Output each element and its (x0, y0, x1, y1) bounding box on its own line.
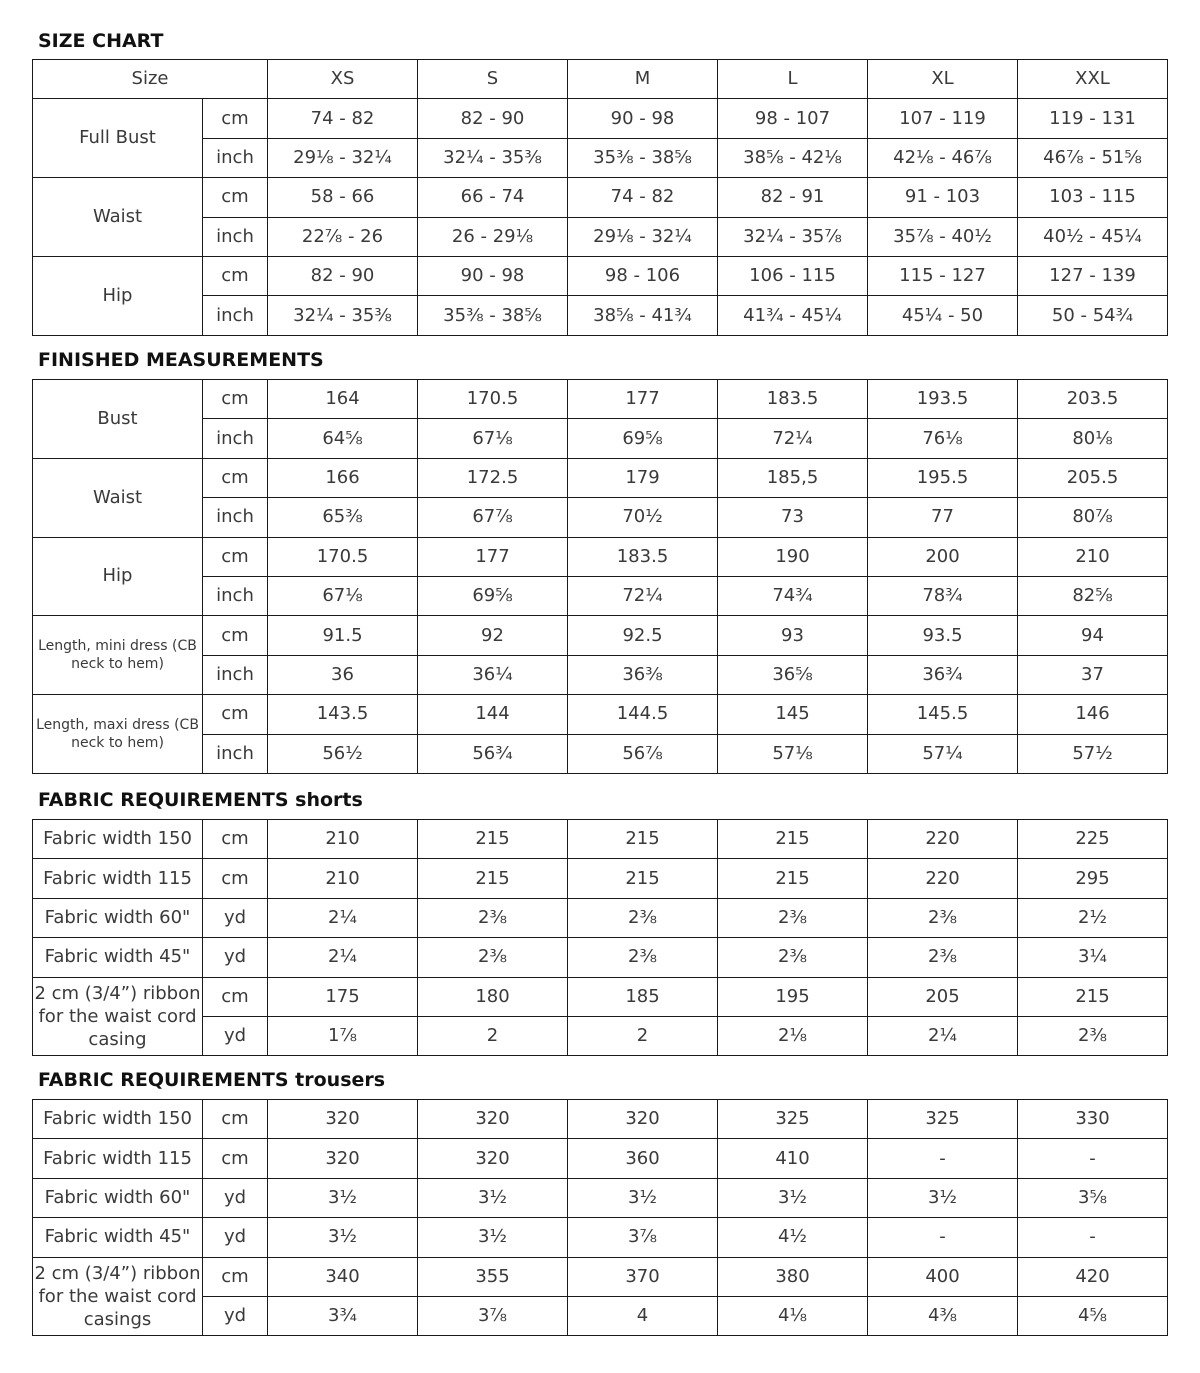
size-header-xl: XL (868, 60, 1018, 99)
value-cell: 35⅞ - 40½ (868, 217, 1018, 256)
value-cell: 4⅜ (868, 1296, 1018, 1335)
row-label: Fabric width 150 (33, 1100, 203, 1139)
value-cell: 4⅛ (718, 1296, 868, 1335)
value-cell: 400 (868, 1257, 1018, 1296)
value-cell: 98 - 106 (568, 256, 718, 295)
unit-cell: cm (203, 1257, 268, 1296)
unit-cell: yd (203, 1296, 268, 1335)
value-cell: 67⅛ (418, 419, 568, 458)
table-row (33, 1296, 1168, 1335)
value-cell: 42⅛ - 46⅞ (868, 138, 1018, 177)
value-cell: 58 - 66 (268, 178, 418, 217)
value-cell: 320 (268, 1139, 418, 1178)
value-cell: 119 - 131 (1018, 99, 1168, 138)
value-cell: 82 - 90 (268, 256, 418, 295)
value-cell: 144 (418, 695, 568, 734)
value-cell: 420 (1018, 1257, 1168, 1296)
table-row (33, 1139, 1168, 1178)
row-label-hip: Hip (33, 256, 203, 335)
value-cell: 325 (718, 1100, 868, 1139)
value-cell: 2⅜ (418, 898, 568, 937)
value-cell: 2⅜ (1018, 1016, 1168, 1055)
value-cell: 180 (418, 977, 568, 1016)
table-row (33, 537, 1168, 576)
value-cell: 2 (568, 1016, 718, 1055)
unit-cell: cm (203, 616, 268, 655)
unit-cell: inch (203, 296, 268, 335)
size-header-row (33, 60, 1168, 99)
value-cell: 320 (418, 1100, 568, 1139)
table-row (33, 498, 1168, 537)
table-row (33, 178, 1168, 217)
unit-cell: cm (203, 859, 268, 898)
value-cell: 179 (568, 458, 718, 497)
fabric-shorts-title-main: FABRIC REQUIREMENTS (38, 789, 289, 811)
value-cell: 94 (1018, 616, 1168, 655)
value-cell: 22⅞ - 26 (268, 217, 418, 256)
unit-cell: cm (203, 380, 268, 419)
value-cell: 355 (418, 1257, 568, 1296)
value-cell: 183.5 (568, 537, 718, 576)
table-row (33, 99, 1168, 138)
value-cell: 3½ (418, 1218, 568, 1257)
value-cell: 146 (1018, 695, 1168, 734)
finished-measurements-title: FINISHED MEASUREMENTS (38, 349, 324, 371)
table-row (33, 898, 1168, 937)
row-label: Fabric width 115 (33, 859, 203, 898)
value-cell: 220 (868, 820, 1018, 859)
value-cell: 3½ (718, 1178, 868, 1217)
row-label: Fabric width 115 (33, 1139, 203, 1178)
value-cell: 144.5 (568, 695, 718, 734)
row-label-length-maxi: Length, maxi dress (CB neck to hem) (33, 695, 203, 774)
row-label: Fabric width 60" (33, 898, 203, 937)
value-cell: 57½ (1018, 734, 1168, 773)
table-row (33, 1016, 1168, 1055)
value-cell: 2⅜ (718, 898, 868, 937)
value-cell: 1⅞ (268, 1016, 418, 1055)
value-cell: - (1018, 1218, 1168, 1257)
fabric-trousers-title-main: FABRIC REQUIREMENTS (38, 1069, 289, 1091)
row-label-waist: Waist (33, 458, 203, 537)
row-label: Fabric width 60" (33, 1178, 203, 1217)
unit-cell: yd (203, 1218, 268, 1257)
fabric-shorts-title (38, 787, 363, 813)
value-cell: 36⅝ (718, 655, 868, 694)
fabric-trousers-title (38, 1067, 385, 1093)
value-cell: 35⅜ - 38⅝ (418, 296, 568, 335)
value-cell: 295 (1018, 859, 1168, 898)
value-cell: 410 (718, 1139, 868, 1178)
value-cell: 3¼ (1018, 938, 1168, 977)
table-row (33, 296, 1168, 335)
value-cell: 210 (1018, 537, 1168, 576)
value-cell: 38⅝ - 41¾ (568, 296, 718, 335)
value-cell: 3¾ (268, 1296, 418, 1335)
value-cell: 203.5 (1018, 380, 1168, 419)
table-row (33, 1100, 1168, 1139)
value-cell: 320 (268, 1100, 418, 1139)
value-cell: 80⅛ (1018, 419, 1168, 458)
value-cell: 78¾ (868, 576, 1018, 615)
unit-cell: yd (203, 898, 268, 937)
value-cell: 38⅝ - 42⅛ (718, 138, 868, 177)
unit-cell: cm (203, 1100, 268, 1139)
value-cell: 36 (268, 655, 418, 694)
value-cell: 77 (868, 498, 1018, 537)
value-cell: 320 (418, 1139, 568, 1178)
value-cell: - (868, 1139, 1018, 1178)
value-cell: 91.5 (268, 616, 418, 655)
value-cell: 145 (718, 695, 868, 734)
fabric-shorts-table (32, 819, 1168, 1056)
unit-cell: yd (203, 1016, 268, 1055)
value-cell: 41¾ - 45¼ (718, 296, 868, 335)
unit-cell: inch (203, 576, 268, 615)
table-row (33, 938, 1168, 977)
value-cell: 82 - 91 (718, 178, 868, 217)
unit-cell: yd (203, 1178, 268, 1217)
value-cell: 2⅜ (868, 938, 1018, 977)
unit-cell: cm (203, 820, 268, 859)
value-cell: 183.5 (718, 380, 868, 419)
value-cell: 92.5 (568, 616, 718, 655)
value-cell: 215 (568, 820, 718, 859)
size-chart-table (32, 59, 1168, 336)
value-cell: 45¼ - 50 (868, 296, 1018, 335)
value-cell: 2⅜ (868, 898, 1018, 937)
value-cell: 330 (1018, 1100, 1168, 1139)
value-cell: 57⅛ (718, 734, 868, 773)
row-label: Fabric width 45" (33, 1218, 203, 1257)
value-cell: 3½ (268, 1218, 418, 1257)
value-cell: 65⅜ (268, 498, 418, 537)
value-cell: 215 (718, 820, 868, 859)
value-cell: - (868, 1218, 1018, 1257)
value-cell: 3⅞ (418, 1296, 568, 1335)
unit-cell: cm (203, 977, 268, 1016)
value-cell: 225 (1018, 820, 1168, 859)
value-cell: 26 - 29⅛ (418, 217, 568, 256)
table-row (33, 256, 1168, 295)
value-cell: 74 - 82 (268, 99, 418, 138)
value-cell: 29⅛ - 32¼ (268, 138, 418, 177)
value-cell: 205 (868, 977, 1018, 1016)
value-cell: 36¾ (868, 655, 1018, 694)
row-label-ribbon: 2 cm (3/4”) ribbon for the waist cord casings (33, 1257, 203, 1336)
table-row (33, 458, 1168, 497)
value-cell: 4 (568, 1296, 718, 1335)
unit-cell: cm (203, 537, 268, 576)
value-cell: 164 (268, 380, 418, 419)
value-cell: 3½ (268, 1178, 418, 1217)
row-label: Fabric width 150 (33, 820, 203, 859)
value-cell: 29⅛ - 32¼ (568, 217, 718, 256)
row-label-hip: Hip (33, 537, 203, 616)
value-cell: 195.5 (868, 458, 1018, 497)
value-cell: 35⅜ - 38⅝ (568, 138, 718, 177)
value-cell: 115 - 127 (868, 256, 1018, 295)
value-cell: 50 - 54¾ (1018, 296, 1168, 335)
value-cell: 82⅝ (1018, 576, 1168, 615)
value-cell: 3⅞ (568, 1218, 718, 1257)
value-cell: 2 (418, 1016, 568, 1055)
value-cell: 127 - 139 (1018, 256, 1168, 295)
fabric-trousers-title-suffix: trousers (295, 1069, 386, 1091)
table-row (33, 734, 1168, 773)
value-cell: 193.5 (868, 380, 1018, 419)
fabric-shorts-title-suffix: shorts (295, 789, 363, 811)
value-cell: 200 (868, 537, 1018, 576)
row-label-waist: Waist (33, 178, 203, 257)
unit-cell: inch (203, 419, 268, 458)
value-cell: 70½ (568, 498, 718, 537)
size-header-xs: XS (268, 60, 418, 99)
value-cell: 56¾ (418, 734, 568, 773)
value-cell: 3½ (418, 1178, 568, 1217)
value-cell: 175 (268, 977, 418, 1016)
table-row (33, 859, 1168, 898)
table-row (33, 138, 1168, 177)
value-cell: 46⅞ - 51⅝ (1018, 138, 1168, 177)
value-cell: 2¼ (268, 898, 418, 937)
unit-cell: cm (203, 458, 268, 497)
value-cell: 205.5 (1018, 458, 1168, 497)
value-cell: 73 (718, 498, 868, 537)
table-row (33, 217, 1168, 256)
table-row (33, 695, 1168, 734)
value-cell: 2⅜ (418, 938, 568, 977)
value-cell: 380 (718, 1257, 868, 1296)
value-cell: 57¼ (868, 734, 1018, 773)
table-row (33, 380, 1168, 419)
row-label: Fabric width 45" (33, 938, 203, 977)
value-cell: 74 - 82 (568, 178, 718, 217)
unit-cell: inch (203, 217, 268, 256)
value-cell: 190 (718, 537, 868, 576)
value-cell: 69⅝ (568, 419, 718, 458)
value-cell: 107 - 119 (868, 99, 1018, 138)
value-cell: 4½ (718, 1218, 868, 1257)
table-row (33, 1218, 1168, 1257)
value-cell: 92 (418, 616, 568, 655)
size-header-label: Size (33, 60, 268, 99)
value-cell: 67⅞ (418, 498, 568, 537)
fabric-trousers-table (32, 1099, 1168, 1336)
value-cell: 370 (568, 1257, 718, 1296)
value-cell: 90 - 98 (418, 256, 568, 295)
value-cell: 93.5 (868, 616, 1018, 655)
value-cell: 2¼ (868, 1016, 1018, 1055)
value-cell: 98 - 107 (718, 99, 868, 138)
value-cell: 2⅛ (718, 1016, 868, 1055)
table-row (33, 1178, 1168, 1217)
value-cell: 80⅞ (1018, 498, 1168, 537)
value-cell: 3½ (868, 1178, 1018, 1217)
value-cell: 90 - 98 (568, 99, 718, 138)
table-row (33, 820, 1168, 859)
value-cell: 91 - 103 (868, 178, 1018, 217)
unit-cell: cm (203, 99, 268, 138)
value-cell: 3⅝ (1018, 1178, 1168, 1217)
value-cell: 2¼ (268, 938, 418, 977)
unit-cell: cm (203, 178, 268, 217)
value-cell: 36¼ (418, 655, 568, 694)
value-cell: 215 (1018, 977, 1168, 1016)
unit-cell: yd (203, 938, 268, 977)
size-header-m: M (568, 60, 718, 99)
value-cell: 2½ (1018, 898, 1168, 937)
value-cell: 166 (268, 458, 418, 497)
table-row (33, 977, 1168, 1016)
value-cell: 36⅜ (568, 655, 718, 694)
value-cell: 177 (568, 380, 718, 419)
unit-cell: cm (203, 695, 268, 734)
size-header-l: L (718, 60, 868, 99)
unit-cell: cm (203, 1139, 268, 1178)
value-cell: 93 (718, 616, 868, 655)
row-label-full-bust: Full Bust (33, 99, 203, 178)
value-cell: 320 (568, 1100, 718, 1139)
value-cell: 143.5 (268, 695, 418, 734)
table-row (33, 576, 1168, 615)
value-cell: 215 (418, 820, 568, 859)
unit-cell: inch (203, 138, 268, 177)
value-cell: 82 - 90 (418, 99, 568, 138)
size-chart-title: SIZE CHART (38, 30, 164, 52)
value-cell: 2⅜ (718, 938, 868, 977)
value-cell: 69⅝ (418, 576, 568, 615)
value-cell: - (1018, 1139, 1168, 1178)
value-cell: 185,5 (718, 458, 868, 497)
row-label-length-mini: Length, mini dress (CB neck to hem) (33, 616, 203, 695)
value-cell: 2⅜ (568, 938, 718, 977)
value-cell: 106 - 115 (718, 256, 868, 295)
value-cell: 32¼ - 35⅞ (718, 217, 868, 256)
value-cell: 67⅛ (268, 576, 418, 615)
value-cell: 340 (268, 1257, 418, 1296)
value-cell: 177 (418, 537, 568, 576)
value-cell: 40½ - 45¼ (1018, 217, 1168, 256)
value-cell: 360 (568, 1139, 718, 1178)
size-header-s: S (418, 60, 568, 99)
value-cell: 145.5 (868, 695, 1018, 734)
value-cell: 2⅜ (568, 898, 718, 937)
value-cell: 56½ (268, 734, 418, 773)
value-cell: 103 - 115 (1018, 178, 1168, 217)
value-cell: 325 (868, 1100, 1018, 1139)
table-row (33, 419, 1168, 458)
value-cell: 64⅝ (268, 419, 418, 458)
value-cell: 32¼ - 35⅜ (418, 138, 568, 177)
value-cell: 66 - 74 (418, 178, 568, 217)
table-row (33, 655, 1168, 694)
unit-cell: cm (203, 256, 268, 295)
value-cell: 3½ (568, 1178, 718, 1217)
table-row (33, 1257, 1168, 1296)
row-label-ribbon: 2 cm (3/4”) ribbon for the waist cord casing (33, 977, 203, 1056)
table-row (33, 616, 1168, 655)
value-cell: 195 (718, 977, 868, 1016)
value-cell: 210 (268, 859, 418, 898)
value-cell: 220 (868, 859, 1018, 898)
value-cell: 170.5 (268, 537, 418, 576)
value-cell: 215 (418, 859, 568, 898)
value-cell: 172.5 (418, 458, 568, 497)
value-cell: 4⅝ (1018, 1296, 1168, 1335)
value-cell: 215 (718, 859, 868, 898)
unit-cell: inch (203, 655, 268, 694)
value-cell: 170.5 (418, 380, 568, 419)
value-cell: 185 (568, 977, 718, 1016)
value-cell: 56⅞ (568, 734, 718, 773)
finished-measurements-table (32, 379, 1168, 774)
unit-cell: inch (203, 498, 268, 537)
value-cell: 32¼ - 35⅜ (268, 296, 418, 335)
size-header-xxl: XXL (1018, 60, 1168, 99)
row-label-bust: Bust (33, 380, 203, 459)
value-cell: 74¾ (718, 576, 868, 615)
value-cell: 37 (1018, 655, 1168, 694)
value-cell: 72¼ (718, 419, 868, 458)
value-cell: 72¼ (568, 576, 718, 615)
unit-cell: inch (203, 734, 268, 773)
value-cell: 215 (568, 859, 718, 898)
value-cell: 210 (268, 820, 418, 859)
value-cell: 76⅛ (868, 419, 1018, 458)
